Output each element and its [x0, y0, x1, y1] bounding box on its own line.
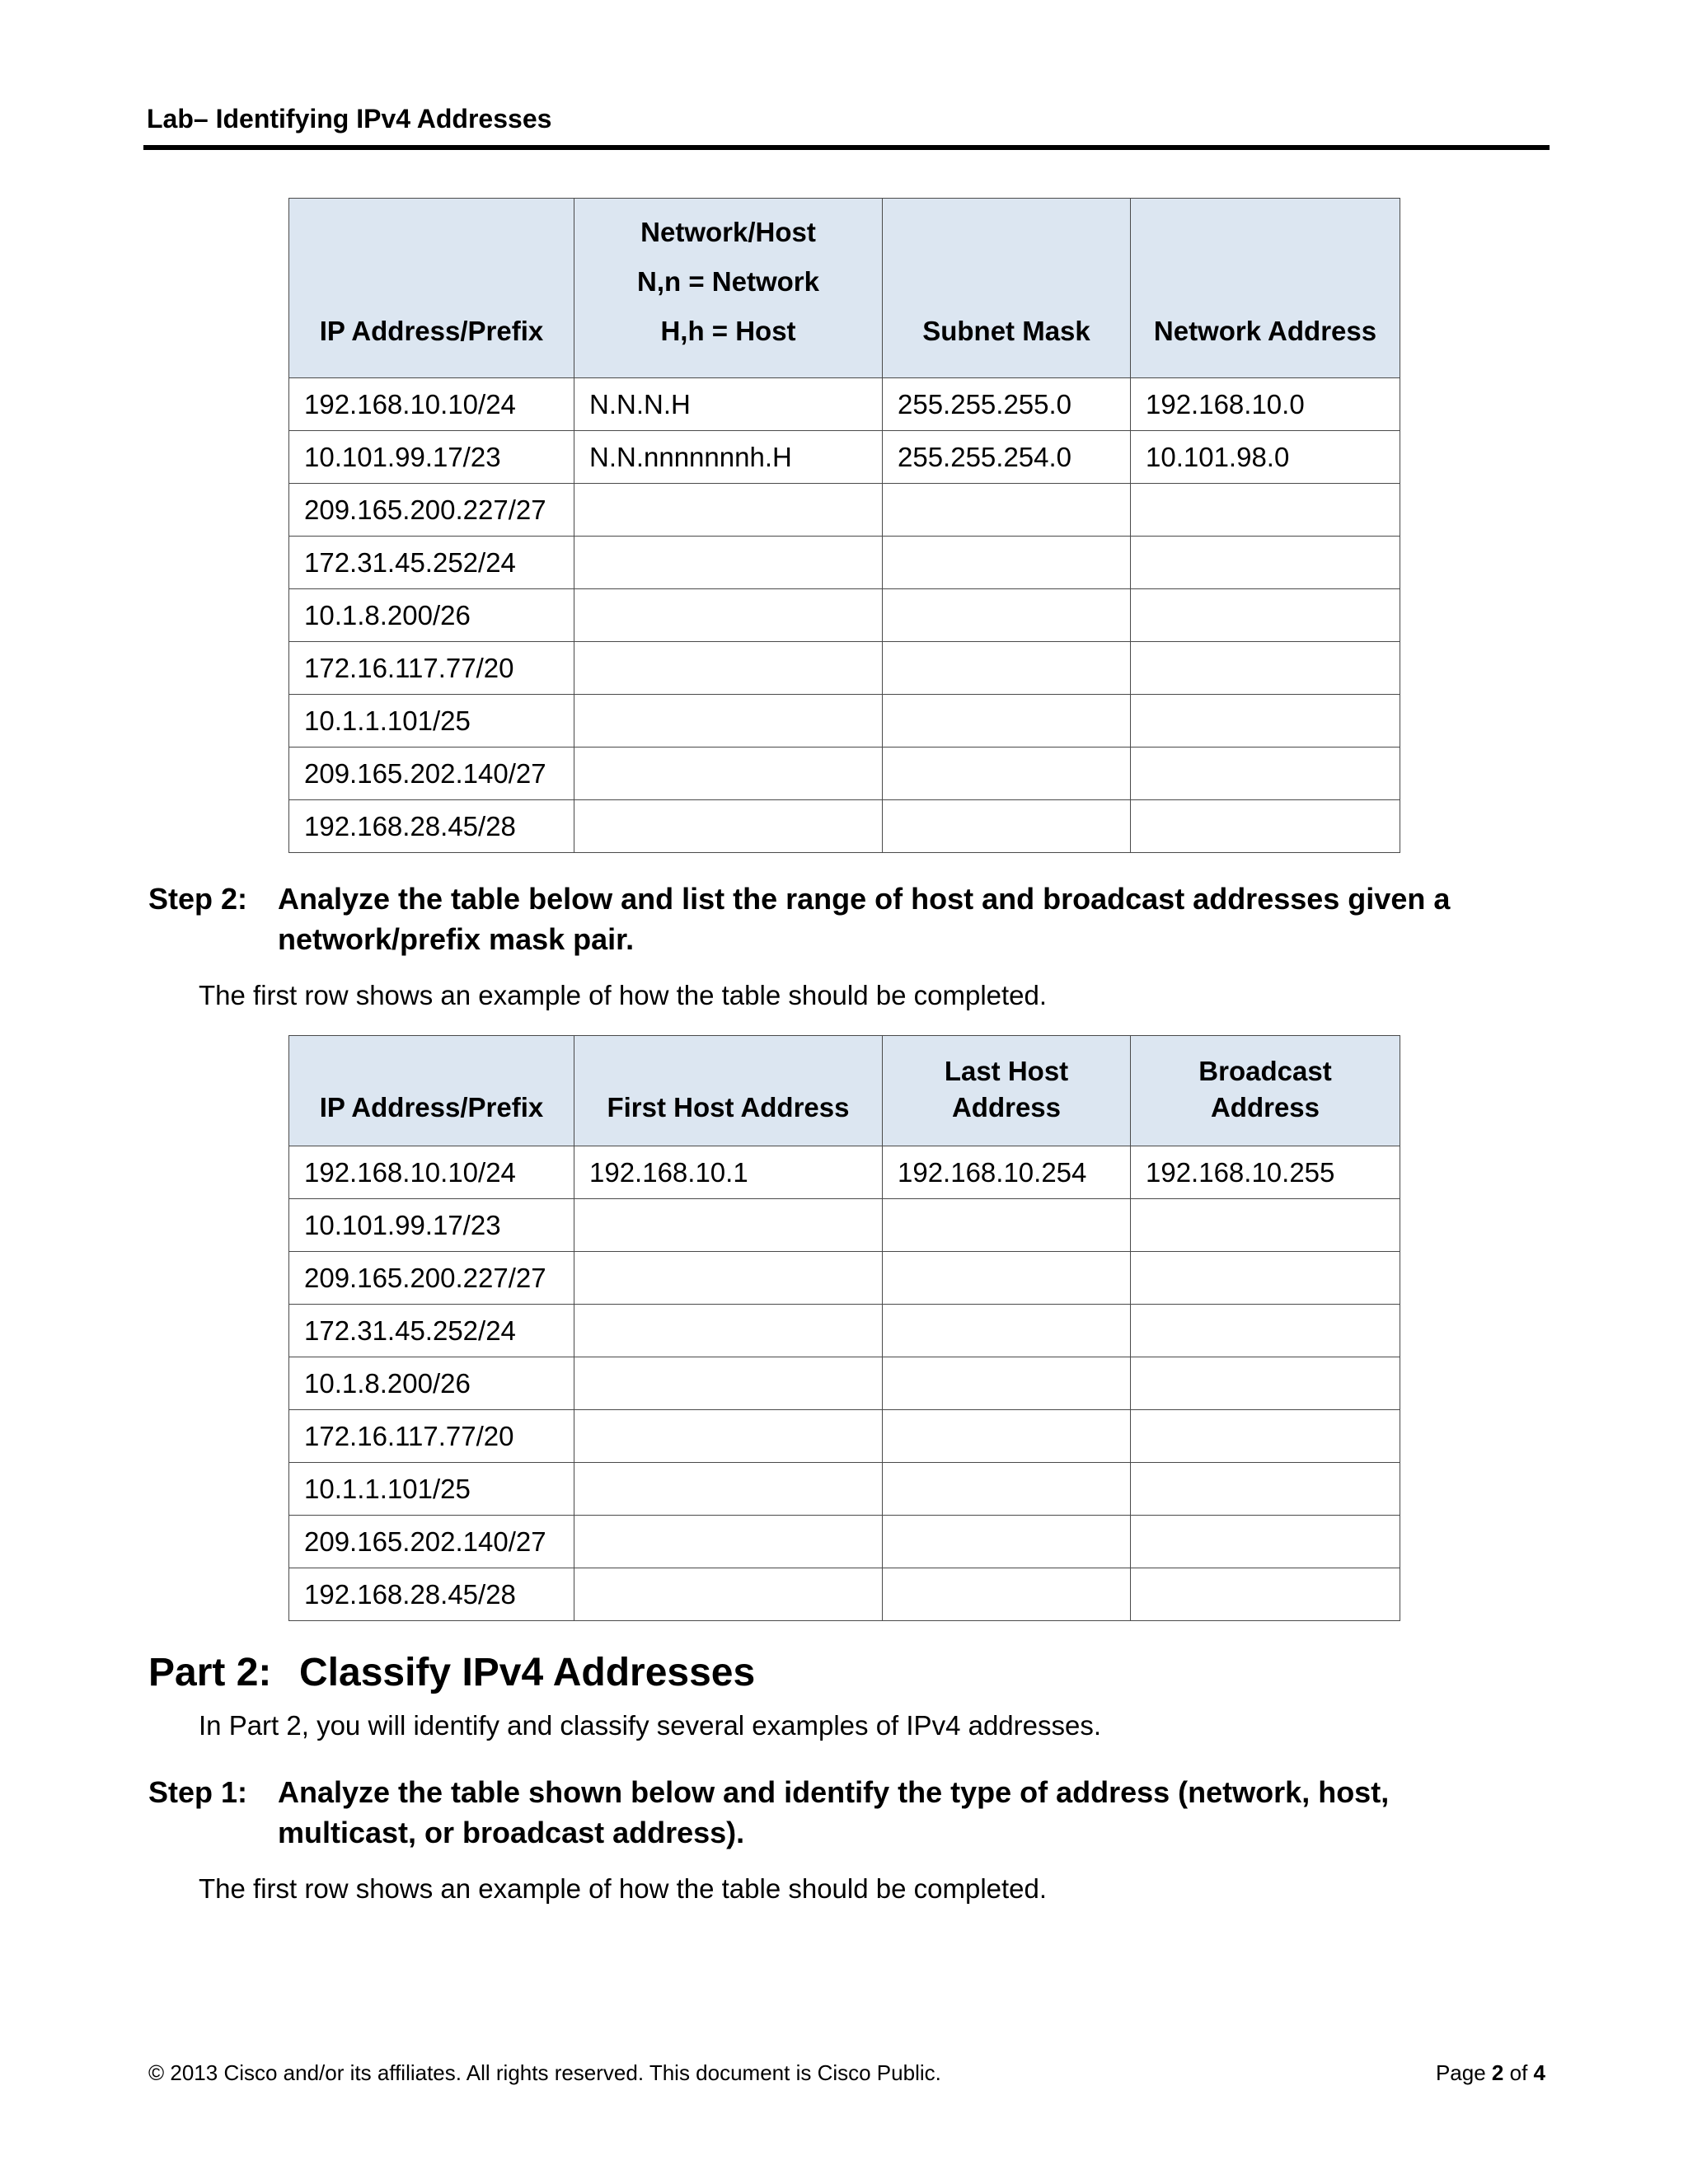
- table-cell: [883, 589, 1131, 642]
- table-cell: [883, 1516, 1131, 1568]
- table-row: [289, 1146, 1400, 1199]
- header-line: Broadcast: [1198, 1056, 1332, 1086]
- table-cell: 192.168.10.0: [1131, 378, 1400, 431]
- table-cell: [574, 484, 883, 537]
- table-cell: [1131, 1305, 1400, 1357]
- table-cell: 10.1.1.101/25: [289, 1463, 574, 1516]
- step-number: Step 2:: [148, 882, 248, 916]
- table-row: [289, 1516, 1400, 1568]
- table-cell: [574, 800, 883, 853]
- table-row: [289, 800, 1400, 853]
- header-line: H,h = Host: [660, 316, 796, 346]
- table-cell: 255.255.254.0: [883, 431, 1131, 484]
- part-2-heading: [148, 1647, 755, 1699]
- table-cell: [574, 1463, 883, 1516]
- table-cell: 192.168.10.10/24: [289, 378, 574, 431]
- table-row: [289, 748, 1400, 800]
- page-footer: [148, 2058, 1545, 2088]
- table-row: [289, 642, 1400, 695]
- table-cell: 172.16.117.77/20: [289, 642, 574, 695]
- table-row: [289, 1463, 1400, 1516]
- table-row: [289, 378, 1400, 431]
- page-total: 4: [1533, 2060, 1545, 2085]
- table-cell: 10.1.8.200/26: [289, 589, 574, 642]
- table-cell: N.N.nnnnnnnh.H: [574, 431, 883, 484]
- table-cell: N.N.N.H: [574, 378, 883, 431]
- table-row: [289, 1410, 1400, 1463]
- table-row: [289, 695, 1400, 748]
- header-network-address: Network Address: [1131, 199, 1400, 378]
- table-cell: 10.101.99.17/23: [289, 1199, 574, 1252]
- table-row: [289, 1305, 1400, 1357]
- table-cell: 172.31.45.252/24: [289, 1305, 574, 1357]
- table-cell: [883, 642, 1131, 695]
- table-cell: [1131, 1516, 1400, 1568]
- header-subnet-mask: Subnet Mask: [883, 199, 1131, 378]
- step-text: Analyze the table shown below and identify the type of address (network, host, multicast, or broadcast address).: [278, 1775, 1390, 1849]
- table-cell: 172.31.45.252/24: [289, 537, 574, 589]
- table-cell: [1131, 1252, 1400, 1305]
- network-address-table: [288, 198, 1400, 853]
- page-number: [1436, 2058, 1545, 2088]
- table-cell: 10.101.98.0: [1131, 431, 1400, 484]
- table-cell: [1131, 800, 1400, 853]
- part-title: Classify IPv4 Addresses: [299, 1651, 756, 1694]
- table-cell: [1131, 1568, 1400, 1621]
- header-ip-prefix: IP Address/Prefix: [289, 1036, 574, 1146]
- table-cell: [1131, 484, 1400, 537]
- table-cell: [1131, 537, 1400, 589]
- table-cell: [574, 695, 883, 748]
- table-cell: [883, 537, 1131, 589]
- header-rule: [143, 145, 1550, 150]
- table-cell: [574, 748, 883, 800]
- page-current: 2: [1491, 2060, 1504, 2085]
- header-first-host: First Host Address: [574, 1036, 883, 1146]
- table-row: [289, 484, 1400, 537]
- header-broadcast: [1131, 1036, 1400, 1146]
- table-cell: [574, 1357, 883, 1410]
- header-last-host: [883, 1036, 1131, 1146]
- table-row: [289, 1357, 1400, 1410]
- step-text: Analyze the table below and list the range of host and broadcast addresses given a network/prefix mask pair.: [278, 882, 1451, 956]
- table-cell: 192.168.10.254: [883, 1146, 1131, 1199]
- step-2-heading: [148, 879, 1508, 959]
- table-cell: [883, 695, 1131, 748]
- table-cell: 192.168.28.45/28: [289, 800, 574, 853]
- table-cell: [883, 1199, 1131, 1252]
- table-cell: [1131, 695, 1400, 748]
- table-cell: [883, 1252, 1131, 1305]
- table-cell: [574, 1252, 883, 1305]
- table-cell: [1131, 1463, 1400, 1516]
- table-row: [289, 1199, 1400, 1252]
- step-1-heading: [148, 1772, 1508, 1853]
- step-number: Step 1:: [148, 1775, 248, 1809]
- table-cell: [883, 1463, 1131, 1516]
- page-label: Page: [1435, 2060, 1486, 2085]
- table-header-row: [289, 199, 1400, 378]
- header-line: Address: [1210, 1092, 1320, 1122]
- table-cell: [1131, 1410, 1400, 1463]
- part-number: Part 2:: [148, 1651, 272, 1694]
- table-cell: 192.168.28.45/28: [289, 1568, 574, 1621]
- table-cell: [1131, 642, 1400, 695]
- table-cell: [883, 1410, 1131, 1463]
- header-ip-prefix: IP Address/Prefix: [289, 199, 574, 378]
- table-row: [289, 431, 1400, 484]
- header-line: Address: [951, 1092, 1062, 1122]
- table-cell: [574, 1516, 883, 1568]
- table-cell: [883, 484, 1131, 537]
- table-cell: 172.16.117.77/20: [289, 1410, 574, 1463]
- header-line: Last Host: [944, 1056, 1069, 1086]
- table-cell: [1131, 589, 1400, 642]
- header-network-host: [574, 199, 883, 378]
- table-cell: [574, 537, 883, 589]
- table-cell: [883, 748, 1131, 800]
- table-cell: [574, 1568, 883, 1621]
- table-cell: 10.101.99.17/23: [289, 431, 574, 484]
- table-cell: [1131, 748, 1400, 800]
- table-row: [289, 1568, 1400, 1621]
- table-cell: [574, 1305, 883, 1357]
- table-cell: [1131, 1357, 1400, 1410]
- page-header-title: Lab– Identifying IPv4 Addresses: [147, 104, 552, 134]
- table-cell: 10.1.8.200/26: [289, 1357, 574, 1410]
- table-cell: [574, 589, 883, 642]
- table-cell: [883, 800, 1131, 853]
- table-cell: 10.1.1.101/25: [289, 695, 574, 748]
- table-cell: 192.168.10.255: [1131, 1146, 1400, 1199]
- table-cell: [883, 1357, 1131, 1410]
- table-header-row: [289, 1036, 1400, 1146]
- table-cell: [574, 1410, 883, 1463]
- step-2-note: The first row shows an example of how the table should be completed.: [199, 980, 1048, 1010]
- table-row: [289, 537, 1400, 589]
- copyright-notice: © 2013 Cisco and/or its affiliates. All rights reserved. This document is Cisco Public.: [148, 2060, 941, 2085]
- table-cell: 209.165.200.227/27: [289, 484, 574, 537]
- part-2-intro: In Part 2, you will identify and classify several examples of IPv4 addresses.: [199, 1710, 1102, 1741]
- table-cell: [574, 1199, 883, 1252]
- table-cell: [883, 1568, 1131, 1621]
- table-row: [289, 1252, 1400, 1305]
- table-cell: 209.165.202.140/27: [289, 1516, 574, 1568]
- host-range-table: [288, 1035, 1400, 1621]
- page-of: of: [1509, 2060, 1528, 2085]
- table-cell: 209.165.200.227/27: [289, 1252, 574, 1305]
- table-cell: 192.168.10.10/24: [289, 1146, 574, 1199]
- table-cell: [1131, 1199, 1400, 1252]
- table-cell: 255.255.255.0: [883, 378, 1131, 431]
- table-row: [289, 589, 1400, 642]
- header-line: N,n = Network: [637, 266, 819, 297]
- table-cell: [883, 1305, 1131, 1357]
- step-1-note: The first row shows an example of how the table should be completed.: [199, 1873, 1048, 1904]
- table-cell: 209.165.202.140/27: [289, 748, 574, 800]
- header-line: Network/Host: [640, 217, 816, 247]
- table-cell: 192.168.10.1: [574, 1146, 883, 1199]
- table-cell: [574, 642, 883, 695]
